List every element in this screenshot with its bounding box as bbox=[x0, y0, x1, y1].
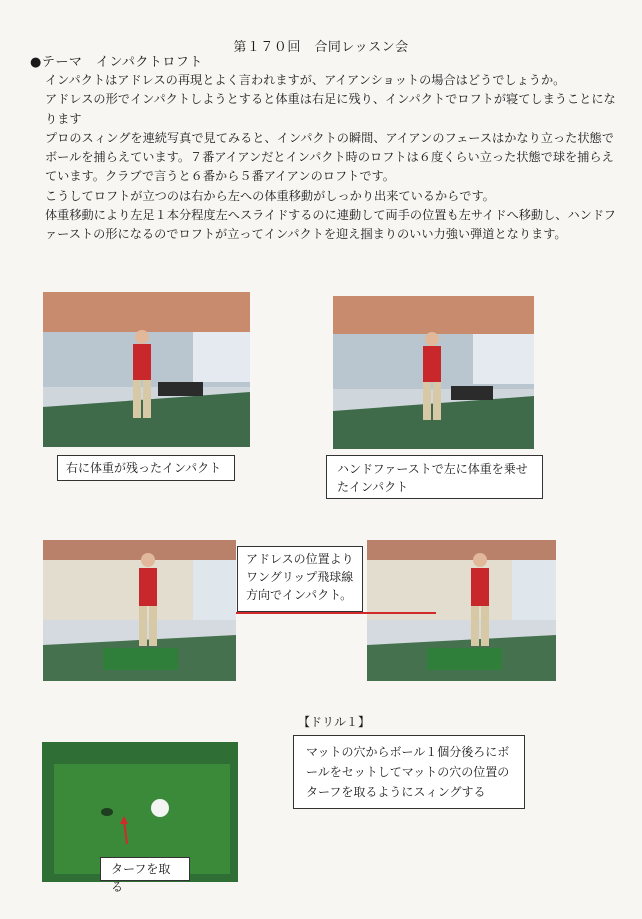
theme-heading: ●テーマ インパクトロフト bbox=[30, 55, 203, 70]
caption-text: 右に体重が残ったインパクト bbox=[66, 461, 222, 475]
caption-text: ターフを取る bbox=[111, 862, 171, 894]
caption-text: アドレスの位置よりワングリップ飛球線方向でインパクト。 bbox=[246, 552, 354, 602]
photo-impact-weight-right bbox=[43, 292, 250, 447]
caption-text: ハンドファーストで左に体重を乗せたインパクト bbox=[337, 462, 528, 494]
drill-text: マットの穴からボール１個分後ろにボールをセットしてマットの穴の位置のターフを取るようにスィングする bbox=[306, 745, 510, 799]
page-title: 第１７０回 合同レッスン会 bbox=[233, 40, 409, 55]
photo-address-position bbox=[43, 540, 236, 681]
drill-photo-caption bbox=[100, 857, 190, 894]
drill-description bbox=[293, 735, 525, 809]
position-arrow bbox=[236, 612, 436, 614]
body-text bbox=[45, 71, 625, 245]
photo-impact-position bbox=[367, 540, 556, 681]
paragraph: アドレスの形でインパクトしようとすると体重は右足に残り、インパクトでロフトが寝てしまうことになります bbox=[45, 92, 616, 126]
paragraph: 体重移動により左足１本分程度左へスライドするのに連動して両手の位置も左サイドへ移動し、ハンドファーストの形になるのでロフトが立ってインパクトを迎え掴まりのいい力強い弾道となります。 bbox=[45, 208, 616, 242]
paragraph: こうしてロフトが立つのは右から左への体重移動がしっかり出来ているからです。 bbox=[45, 188, 495, 203]
caption-hand-first bbox=[326, 455, 543, 499]
drill-label: 【ドリル１】 bbox=[298, 715, 371, 729]
paragraph: インパクトはアドレスの再現とよく言われますが、アイアンショットの場合はどうでしょうか。 bbox=[45, 73, 566, 87]
caption-weight-right bbox=[57, 455, 235, 481]
paragraph: プロのスィングを連続写真で見てみると、インパクトの瞬間、アイアンのフェースはかなり立った状態でボールを捕らえています。７番アイアンだとインパクト時のロフトは６度くらい立った状態で球を捕らえています。クラブで言うと６番から５番アイアンのロフトです。 bbox=[45, 130, 614, 184]
caption-address-note bbox=[237, 546, 363, 612]
photo-impact-hand-first bbox=[333, 296, 534, 449]
